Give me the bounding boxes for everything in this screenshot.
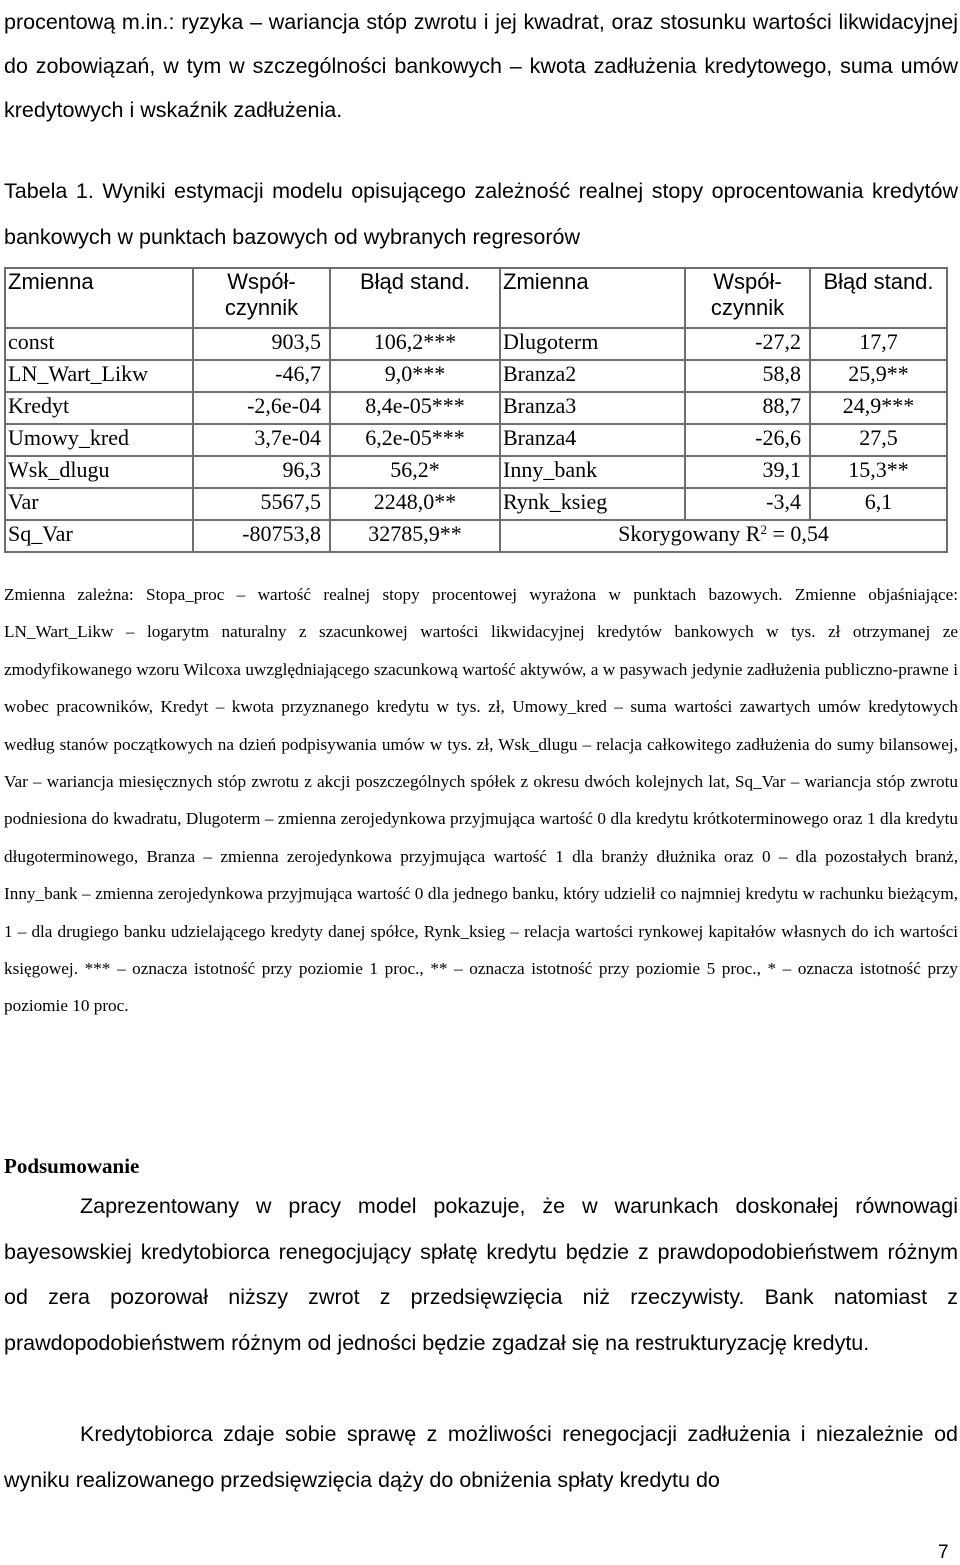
cell-std-error-2: 17,7 xyxy=(810,328,947,360)
cell-variable: Sq_Var xyxy=(5,520,193,552)
cell-coefficient-2: -27,2 xyxy=(685,328,810,360)
cell-variable-2: Dlugoterm xyxy=(500,328,685,360)
cell-variable: Kredyt xyxy=(5,392,193,424)
summary-paragraph-1: Zaprezentowany w pracy model pokazuje, że w warunkach doskonałej równowagi bayesowskiej kredytobiorca renegocjujący spłatę kredytu będzie z prawdopodobieństwem różnym od zera pozorował niższy zwrot z przedsięwzięcia niż rzeczywisty. Bank natomiast z prawdopodobieństwem różnym od jedności będzie zgadzał się na restrukturyzację kredytu. xyxy=(4,1194,958,1356)
header-std-error-2: Błąd stand. xyxy=(810,268,947,328)
cell-coefficient-2: -3,4 xyxy=(685,488,810,520)
adjusted-r2-label: Skorygowany R xyxy=(618,521,761,546)
table-row xyxy=(5,488,947,520)
cell-variable-2: Branza2 xyxy=(500,360,685,392)
cell-std-error-2: 15,3** xyxy=(810,456,947,488)
table-row-last xyxy=(5,520,947,552)
cell-coefficient: -46,7 xyxy=(193,360,330,392)
cell-coefficient: 3,7e-04 xyxy=(193,424,330,456)
header-coefficient: Współ- czynnik xyxy=(193,268,330,328)
cell-variable-2: Rynk_ksieg xyxy=(500,488,685,520)
cell-std-error: 2248,0** xyxy=(330,488,500,520)
cell-coefficient: -80753,8 xyxy=(193,520,330,552)
cell-std-error-2: 24,9*** xyxy=(810,392,947,424)
cell-coefficient: 96,3 xyxy=(193,456,330,488)
cell-coefficient-2: 58,8 xyxy=(685,360,810,392)
section-heading: Podsumowanie xyxy=(4,1154,140,1178)
cell-coefficient-2: 39,1 xyxy=(685,456,810,488)
cell-variable: LN_Wart_Likw xyxy=(5,360,193,392)
intro-paragraph: procentową m.in.: ryzyka – wariancja stóp zwrotu i jej kwadrat, oraz stosunku wartości likwidacyjnej do zobowiązań, w tym w szczególności bankowych – kwota zadłużenia kredytowego, suma umów kredytowych i wskaźnik zadłużenia. xyxy=(4,10,958,122)
cell-coefficient: -2,6e-04 xyxy=(193,392,330,424)
table-row xyxy=(5,392,947,424)
adjusted-r2-cell xyxy=(500,520,947,552)
cell-variable-2: Inny_bank xyxy=(500,456,685,488)
summary-paragraph-2: Kredytobiorca zdaje sobie sprawę z możliwości renegocjacji zadłużenia i niezależnie od wyniku realizowanego przedsięwzięcia dąży do obniżenia spłaty kredytu do xyxy=(4,1422,958,1492)
table-row xyxy=(5,360,947,392)
cell-std-error: 6,2e-05*** xyxy=(330,424,500,456)
cell-std-error: 8,4e-05*** xyxy=(330,392,500,424)
cell-std-error: 56,2* xyxy=(330,456,500,488)
table-caption xyxy=(4,168,958,260)
table-row xyxy=(5,456,947,488)
adjusted-r2-value: = 0,54 xyxy=(766,521,829,546)
table-row xyxy=(5,328,947,360)
header-coefficient-2: Współ- czynnik xyxy=(685,268,810,328)
table-row xyxy=(5,424,947,456)
results-table xyxy=(4,267,948,553)
table-notes: Zmienna zależna: Stopa_proc – wartość realnej stopy procentowej wyrażona w punktach bazowych. Zmienne objaśniające: LN_Wart_Likw – logarytm naturalny z szacunkowej wartości likwidacyjnej kredytów bankowych w tys. zł otrzymanej ze zmodyfikowanego wzoru Wilcoxa uwzględniającego szacunkową wartość aktywów, a w pasywach jedynie zadłużenia publiczno-prawne i wobec pracowników, Kredyt – kwota przyznanego kredytu w tys. zł, Umowy_kred – suma wartości zawartych umów kredytowych według stanów początkowych na dzień podpisywania umów w tys. zł, Wsk_dlugu – relacja całkowitego zadłużenia do sumy bilansowej, Var – wariancja miesięcznych stóp zwrotu z akcji poszczególnych spółek z okresu dwóch kolejnych lat, Sq_Var – wariancja stóp zwrotu podniesiona do kwadratu, Dlugoterm – zmienna zerojedynkowa przyjmująca wartość 0 dla kredytu krótkoterminowego oraz 1 dla kredytu długoterminowego, Branza – zmienna zerojedynkowa przyjmująca wartość 1 dla branży dłużnika oraz 0 – dla pozostałych branż, Inny_bank – zmienna zerojedynkowa przyjmująca wartość 0 dla jednego banku, który udzielił co najmniej kredytu w rachunku bieżącym, 1 – dla drugiego banku udzielającego kredyty danej spółce, Rynk_ksieg – relacja wartości rynkowej kapitałów własnych do ich wartości księgowej. *** – oznacza istotność przy poziomie 1 proc., ** – oznacza istotność przy poziomie 5 proc., * – oznacza istotność przy poziomie 10 proc. xyxy=(4,585,958,1016)
cell-std-error: 32785,9** xyxy=(330,520,500,552)
cell-std-error-2: 25,9** xyxy=(810,360,947,392)
table-header-row xyxy=(5,268,947,328)
cell-variable: const xyxy=(5,328,193,360)
cell-variable-2: Branza3 xyxy=(500,392,685,424)
table-caption-text: Tabela 1. Wyniki estymacji modelu opisującego zależność realnej stopy oprocentowania kredytów bankowych w punktach bazowych od wybranych regresorów xyxy=(4,179,958,249)
cell-std-error-2: 27,5 xyxy=(810,424,947,456)
cell-variable: Umowy_kred xyxy=(5,424,193,456)
cell-coefficient-2: -26,6 xyxy=(685,424,810,456)
cell-coefficient: 903,5 xyxy=(193,328,330,360)
header-variable-2: Zmienna xyxy=(500,268,685,328)
cell-coefficient-2: 88,7 xyxy=(685,392,810,424)
cell-std-error-2: 6,1 xyxy=(810,488,947,520)
cell-variable: Wsk_dlugu xyxy=(5,456,193,488)
cell-variable-2: Branza4 xyxy=(500,424,685,456)
header-variable: Zmienna xyxy=(5,268,193,328)
page-number: 7 xyxy=(938,1542,949,1563)
cell-coefficient: 5567,5 xyxy=(193,488,330,520)
cell-std-error: 9,0*** xyxy=(330,360,500,392)
header-std-error: Błąd stand. xyxy=(330,268,500,328)
adjusted-r2-exponent: 2 xyxy=(760,522,767,537)
cell-std-error: 106,2*** xyxy=(330,328,500,360)
cell-variable: Var xyxy=(5,488,193,520)
